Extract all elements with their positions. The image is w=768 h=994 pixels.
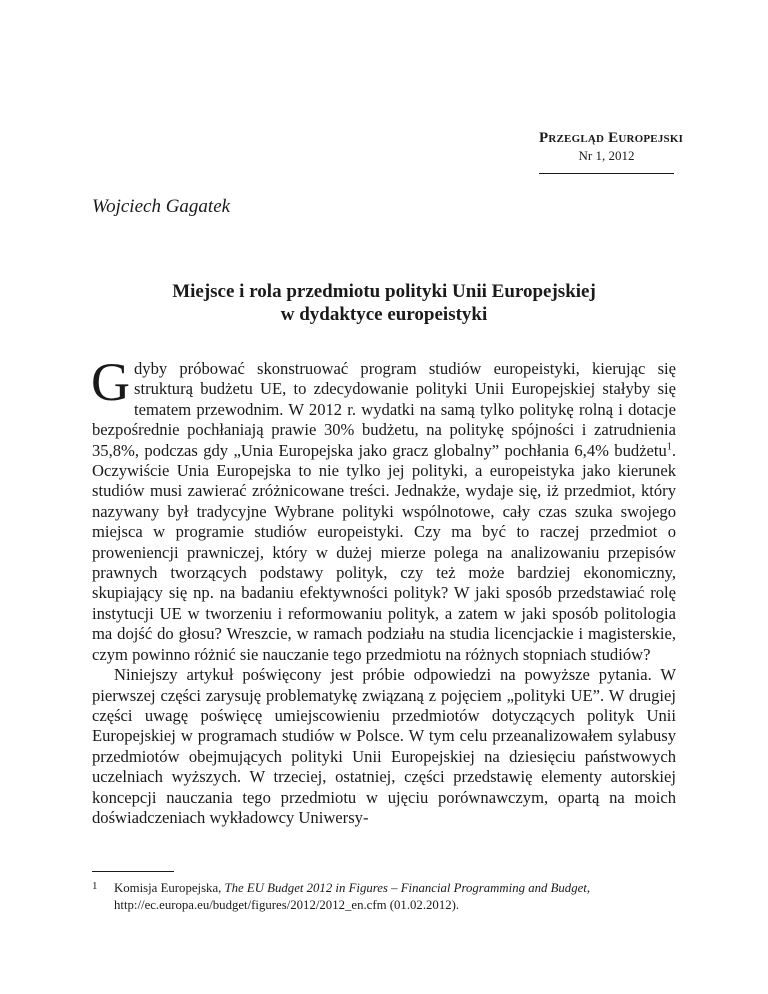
author-name: Wojciech Gagatek [92,196,231,217]
journal-header-rule [539,173,674,174]
paragraph-2: Niniejszy artykuł poświęcony jest próbie odpowiedzi na powyższe pytania. W pierwszej części zarysuję problematykę związaną z pojęciem „polityki UE”. W drugiej części uwagę poświęcę umiejscowieniu przedmiotów dotyczących polityk Unii Europejskiej w programach studiów w Polsce. W tym celu przeanalizowałem sylabusy przedmiotów obejmujących polityki Unii Europejskiej na dziesięciu państwowych uczelniach wyższych. W trzeciej, ostatniej, części przedstawię elementy autorskiej koncepcji nauczania tego przedmiotu w ujęciu porównawczym, opartą na moich doświadczeniach wykładowcy Uniwersy- [92,665,676,827]
article-body [91,352,676,828]
article-title-line-2: w dydaktyce europeistyki [280,304,488,325]
footnote-text-line-1 [114,880,676,897]
footnote-number: 1 [92,880,98,892]
footnote-reference[interactable]: 1 [666,441,672,453]
footnote-source: Komisja Europejska, [114,881,225,895]
footnote [92,880,676,914]
footnote-document-title: The EU Budget 2012 in Figures – Financial Programming and Budget [224,881,587,895]
journal-header [539,130,684,174]
journal-title: Przegląd Europejski [539,130,684,146]
article-title [92,280,676,326]
paragraph-1 [91,352,676,665]
footnote-separator [92,871,174,872]
footnote-url[interactable]: http://ec.europa.eu/budget/figures/2012/2012_en.cfm (01.02.2012). [114,898,460,912]
article-title-line-1: Miejsce i rola przedmiotu polityki Unii Europejskiej [172,281,596,302]
paragraph-1-text-b: . Oczywiście Unia Europejska to nie tylko jej polityki, a europeistyka jako kierunek studiów musi zawierać zróżnicowane treści. Jednakże, wydaje się, iż przedmiot, który nazywany był tradycyjne Wybrane polityki wspólnotowe, cały czas szuka swojego miejsca w programie studiów europeistyki. Czy ma być to raczej przedmiot o proweniencji prawniczej, który w dużej mierze polega na analizowaniu przepisów prawnych tworzących podstawy polityk, czy też może bardziej ekonomiczny, skupiający się np. na badaniu efektywności polityk? W jaki sposób przedstawiać rolę instytucji UE w tworzeniu i reformowaniu polityk, a zatem w jaki sposób politologia ma dojść do głosu? Wreszcie, w ramach podziału na studia licencjackie i magisterskie, czym powinno różnić sie nauczanie tego przedmiotu na różnych stopniach studiów? [92,440,676,664]
journal-issue: Nr 1, 2012 [578,148,635,163]
paragraph-1-text-a: dyby próbować skonstruować program studiów europeistyki, kierując się strukturą budżetu UE, to zdecydowanie polityki Unii Europejskiej stałyby się tematem przewodnim. W 2012 r. wydatki na samą tylko politykę rolną i dotacje bezpośrednie pochłaniają prawie 30% budżetu, na politykę spójności i zatrudnienia 35,8%, podczas gdy „Unia Europejska jako gracz globalny” pochłania 6,4% budżetu [92,359,676,460]
drop-cap: G [91,352,130,412]
footnote-comma: , [586,881,591,895]
